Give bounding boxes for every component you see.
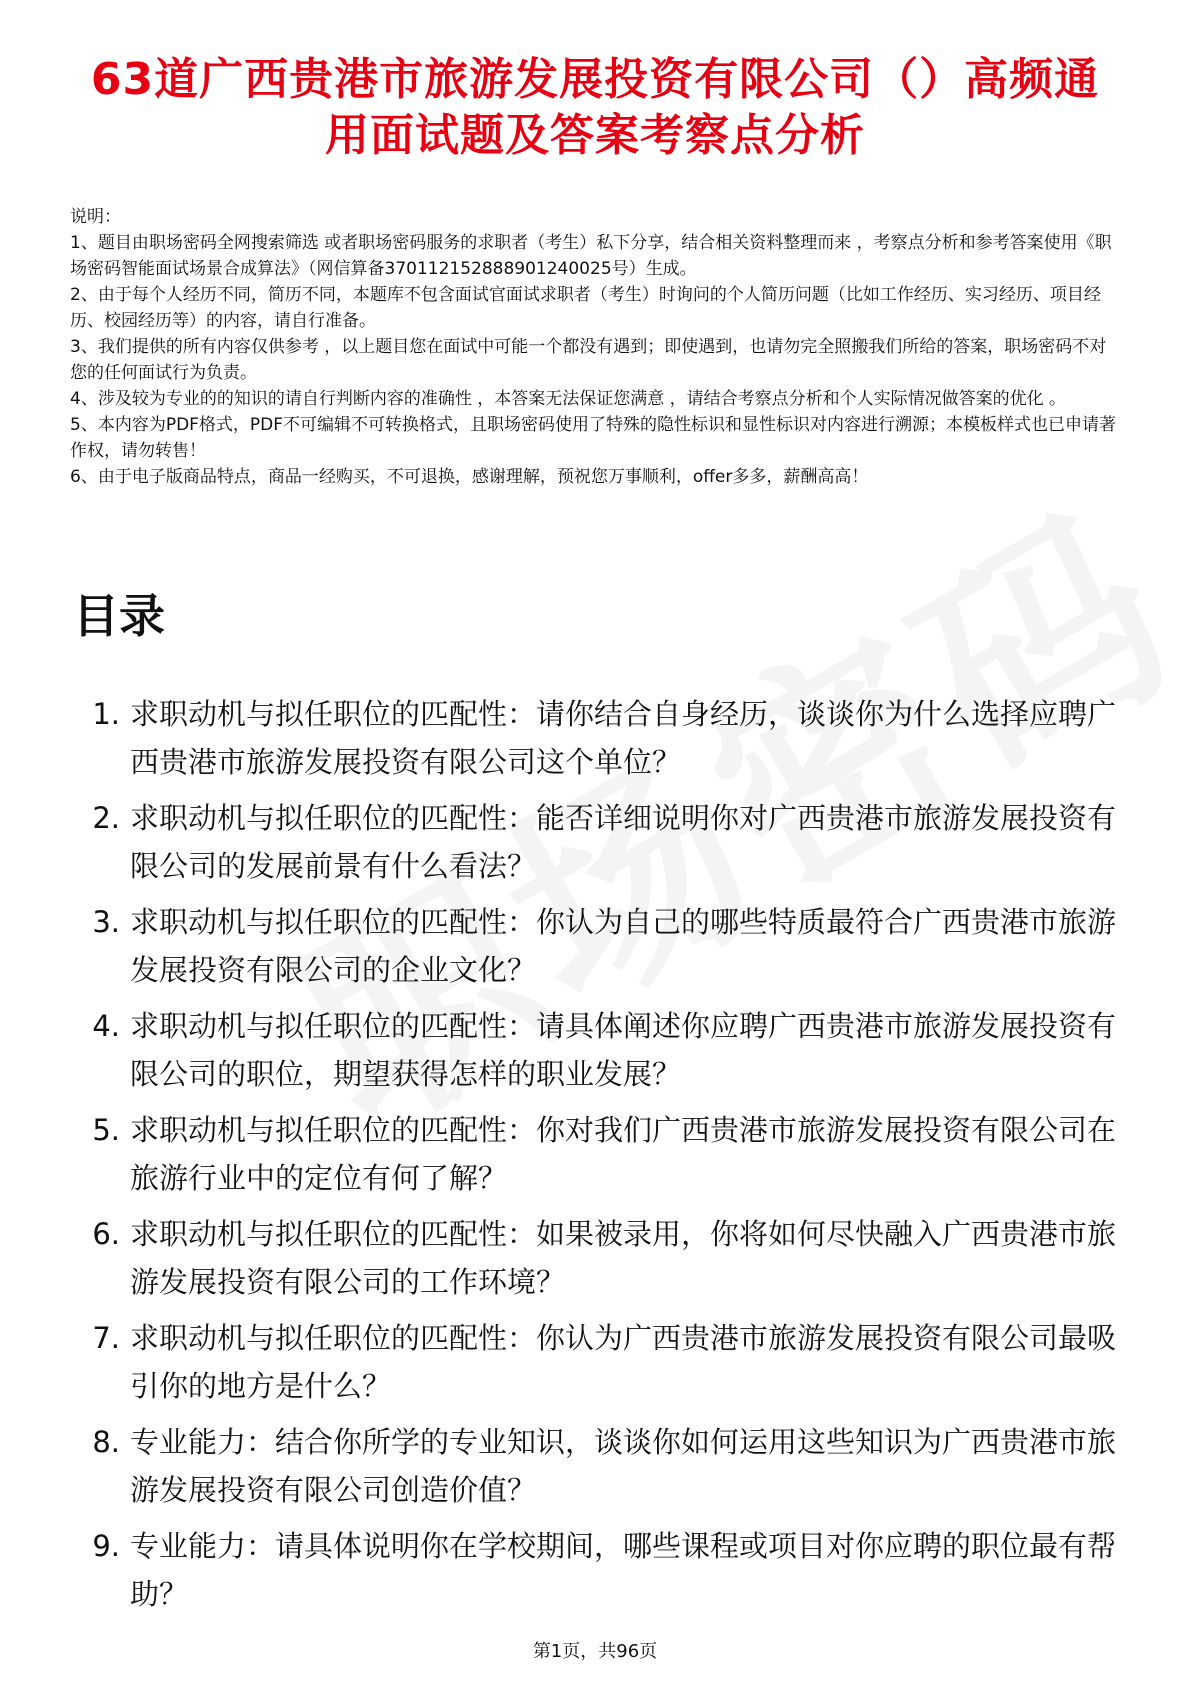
toc-item-number: 6. (92, 1217, 120, 1251)
disclaimer-notes (70, 204, 1120, 490)
toc-item[interactable] (70, 690, 1120, 786)
toc-item-text: 求职动机与拟任职位的匹配性：能否详细说明你对广西贵港市旅游发展投资有限公司的发展前景有什么看法？ (130, 801, 1117, 883)
toc-item-text: 求职动机与拟任职位的匹配性：如果被录用，你将如何尽快融入广西贵港市旅游发展投资有限公司的工作环境？ (130, 1217, 1117, 1299)
note-item: 1、题目由职场密码全网搜索筛选 或者职场密码服务的求职者（考生）私下分享，结合相关资料整理而来 ，考察点分析和参考答案使用《职场密码智能面试场景合成算法》（网信算备370112152888901240025号）生成。 (70, 233, 1112, 279)
note-item: 6、由于电子版商品特点，商品一经购买，不可退换，感谢理解，预祝您万事顺利，offer多多，薪酬高高！ (70, 467, 869, 487)
toc-item-number: 4. (92, 1009, 120, 1043)
toc-item[interactable] (70, 1522, 1120, 1618)
toc-item-number: 3. (92, 905, 120, 939)
toc-item[interactable] (70, 1210, 1120, 1306)
toc-item-text: 求职动机与拟任职位的匹配性：你认为自己的哪些特质最符合广西贵港市旅游发展投资有限公司的企业文化？ (130, 905, 1117, 987)
toc-item-number: 7. (92, 1321, 120, 1355)
toc-item[interactable] (70, 1106, 1120, 1202)
note-item: 5、本内容为PDF格式，PDF不可编辑不可转换格式，且职场密码使用了特殊的隐性标识和显性标识对内容进行溯源；本模板样式也已申请著作权，请勿转售！ (70, 415, 1117, 461)
toc-item-text: 求职动机与拟任职位的匹配性：请你结合自身经历，谈谈你为什么选择应聘广西贵港市旅游发展投资有限公司这个单位？ (130, 697, 1117, 779)
note-item: 4、涉及较为专业的的知识的请自行判断内容的准确性 ，本答案无法保证您满意 ，请结合考察点分析和个人实际情况做答案的优化 。 (70, 389, 1067, 409)
document-title: 63道广西贵港市旅游发展投资有限公司（）高频通用面试题及答案考察点分析 (90, 54, 1100, 161)
note-item: 2、由于每个人经历不同，简历不同，本题库不包含面试官面试求职者（考生）时询问的个人简历问题（比如工作经历、实习经历、项目经历、校园经历等）的内容，请自行准备。 (70, 285, 1101, 331)
toc-item[interactable] (70, 898, 1120, 994)
toc-item[interactable] (70, 1002, 1120, 1098)
page-footer: 第1页，共96页 (532, 1641, 658, 1662)
note-item: 3、我们提供的所有内容仅供参考 ，以上题目您在面试中可能一个都没有遇到；即使遇到，也请勿完全照搬我们所给的答案，职场密码不对您的任何面试行为负责。 (70, 337, 1107, 383)
toc-item-text: 专业能力：结合你所学的专业知识，谈谈你如何运用这些知识为广西贵港市旅游发展投资有限公司创造价值？ (130, 1425, 1117, 1507)
table-of-contents (70, 690, 1120, 1626)
toc-item[interactable] (70, 794, 1120, 890)
toc-item[interactable] (70, 1314, 1120, 1410)
toc-item-number: 2. (92, 801, 120, 835)
toc-item-number: 8. (92, 1425, 120, 1459)
toc-item-text: 专业能力：请具体说明你在学校期间，哪些课程或项目对你应聘的职位最有帮助？ (130, 1529, 1117, 1611)
toc-item-text: 求职动机与拟任职位的匹配性：你对我们广西贵港市旅游发展投资有限公司在旅游行业中的定位有何了解？ (130, 1113, 1117, 1195)
toc-item-text: 求职动机与拟任职位的匹配性：请具体阐述你应聘广西贵港市旅游发展投资有限公司的职位，期望获得怎样的职业发展？ (130, 1009, 1117, 1091)
notes-heading: 说明： (70, 207, 121, 227)
toc-item-number: 1. (92, 697, 120, 731)
toc-item-text: 求职动机与拟任职位的匹配性：你认为广西贵港市旅游发展投资有限公司最吸引你的地方是什么？ (130, 1321, 1117, 1403)
toc-item-number: 5. (92, 1113, 120, 1147)
toc-item[interactable] (70, 1418, 1120, 1514)
toc-heading: 目录 (73, 589, 165, 643)
toc-item-number: 9. (92, 1529, 120, 1563)
